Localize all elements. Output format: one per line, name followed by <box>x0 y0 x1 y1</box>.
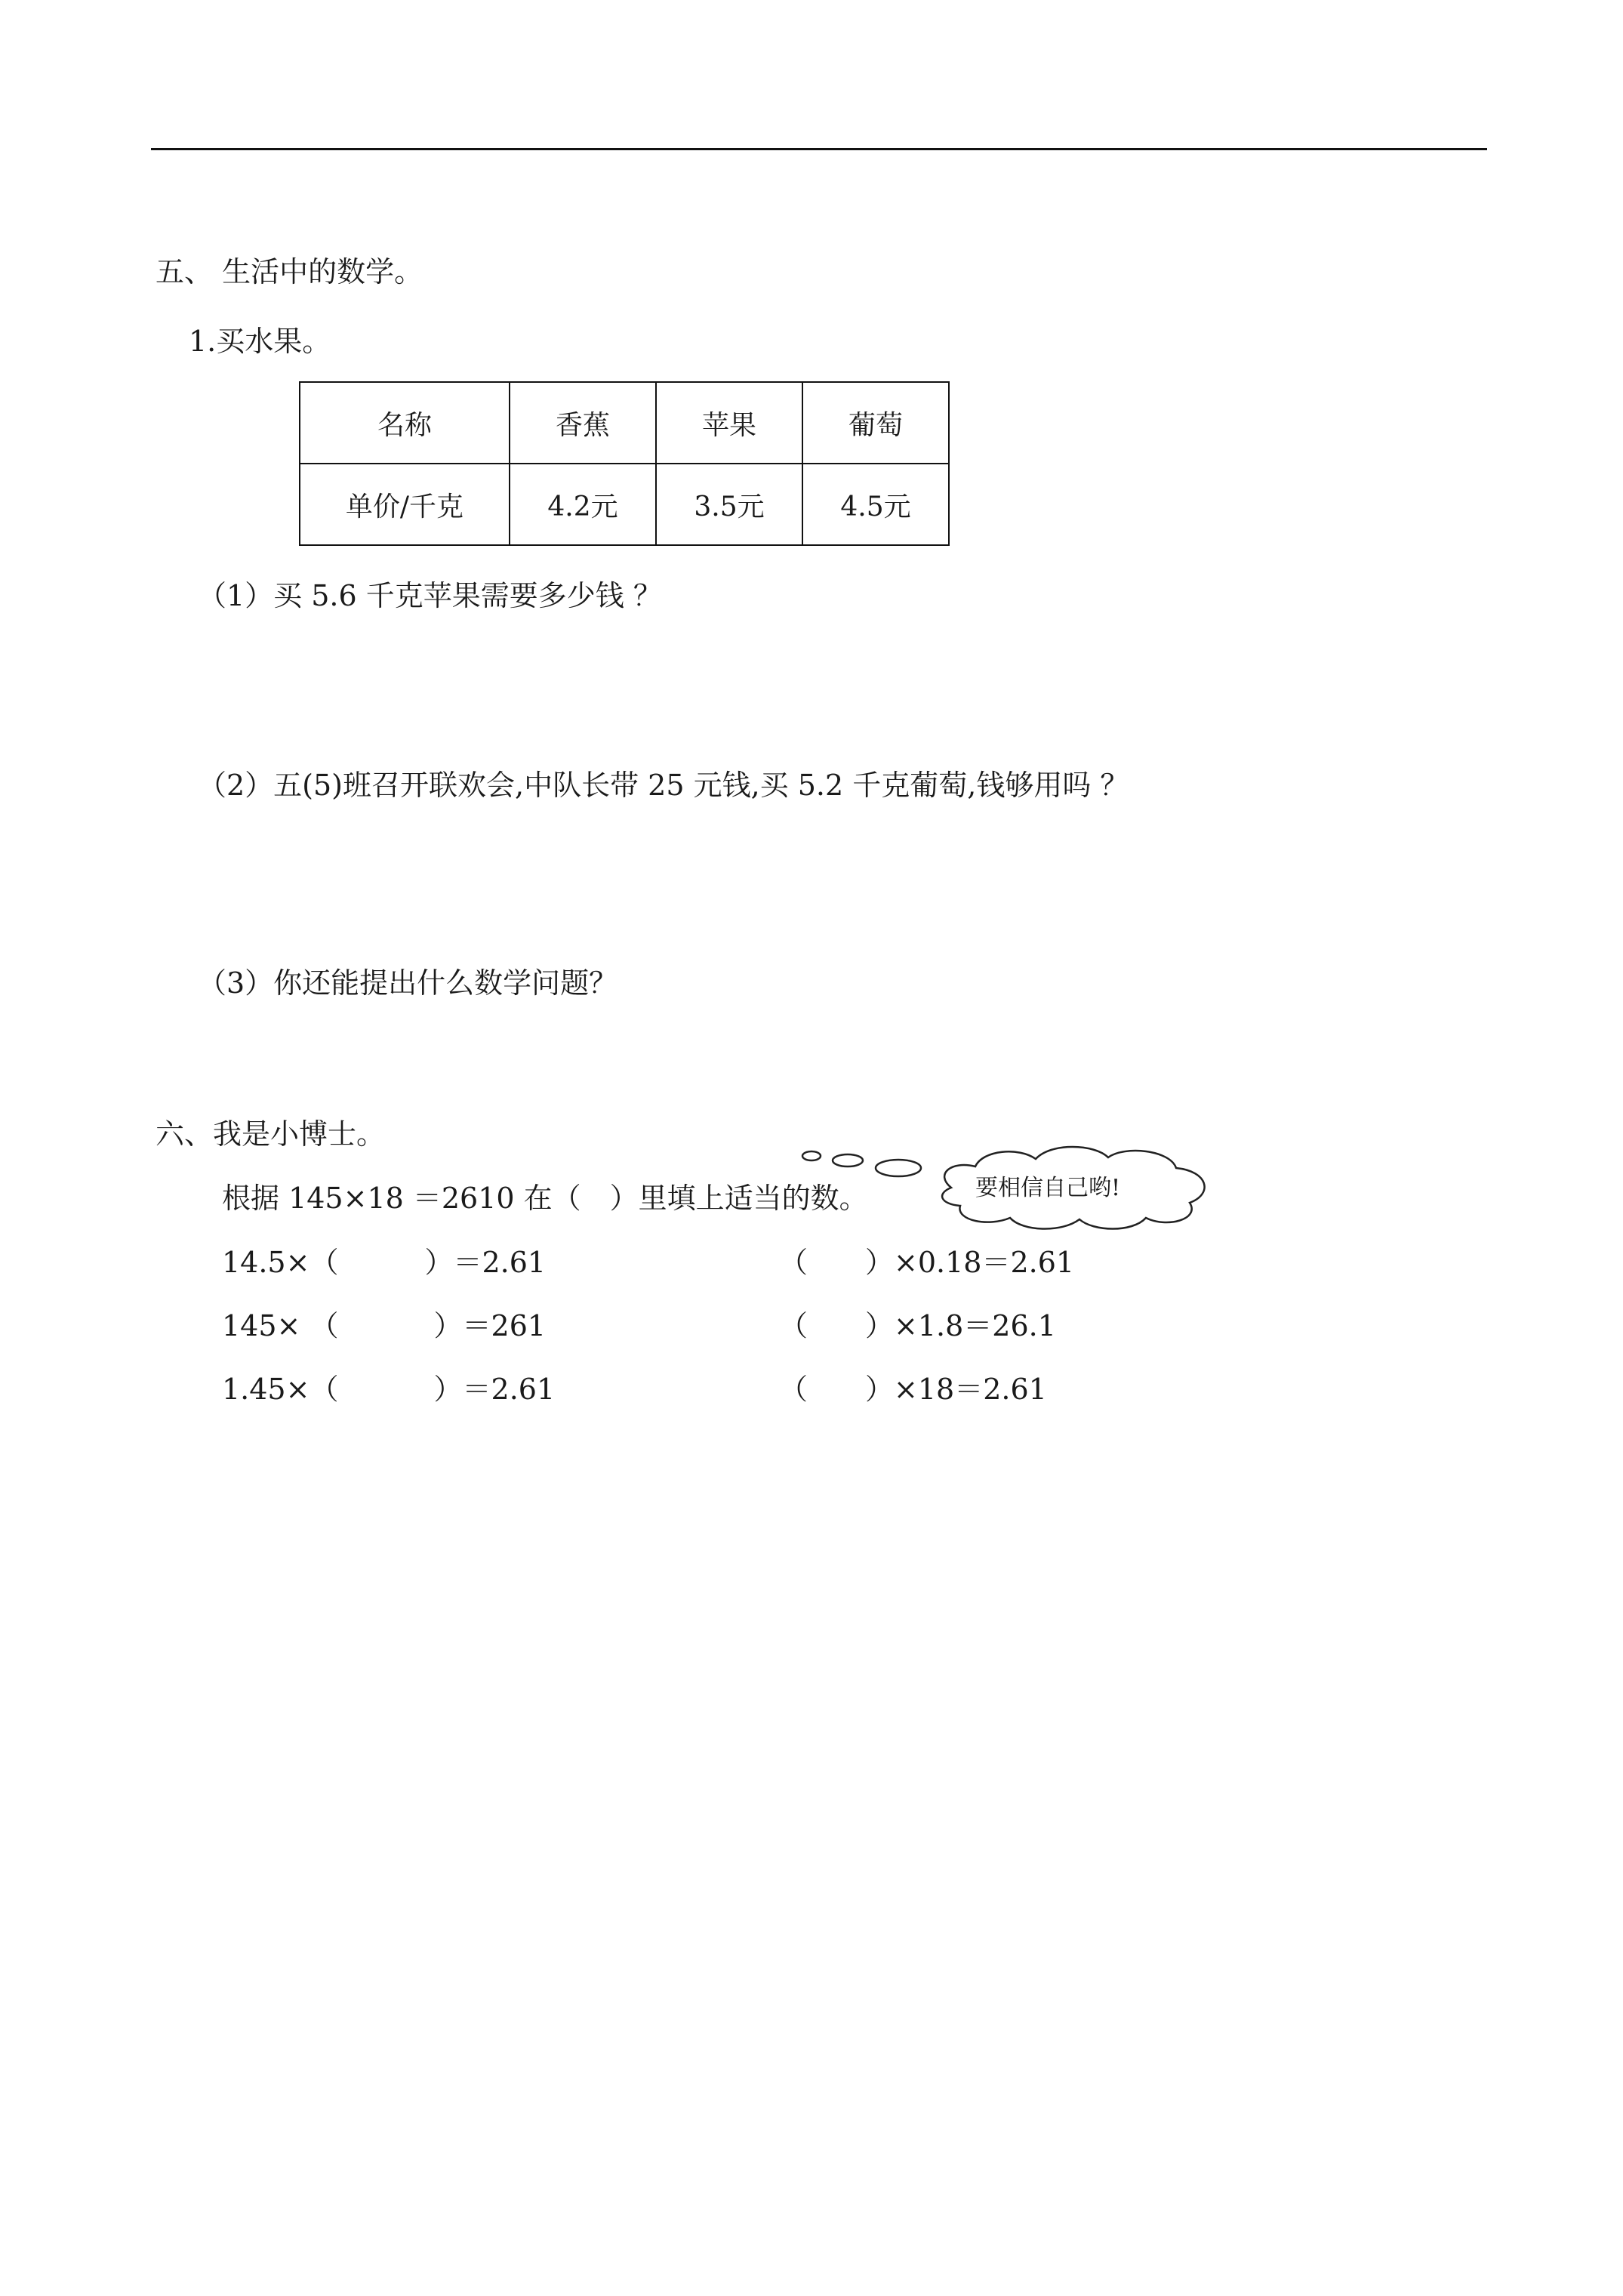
section-5-subheading: 1.买水果。 <box>189 325 331 358</box>
question-3: （3）你还能提出什么数学问题？ <box>198 966 618 1000</box>
equation-right-1: （ ）×0.18＝2.61 <box>779 1246 1075 1279</box>
equation-left-1: 14.5×（ ）＝2.61 <box>222 1246 547 1279</box>
fruit-price-table <box>299 381 950 546</box>
equation-left-2: 145× （ ）＝261 <box>222 1309 547 1342</box>
question-1: （1）买 5.6 千克苹果需要多少钱 ？ <box>198 579 662 612</box>
question-2: （2）五(5)班召开联欢会,中队长带 25 元钱,买 5.2 千克葡萄,钱够用吗 ？ <box>198 769 1129 802</box>
table-cell: 苹果 <box>656 382 802 464</box>
equation-right-2: （ ）×1.8＝26.1 <box>779 1309 1056 1342</box>
table-header-row <box>300 382 949 464</box>
table-cell: 4.2元 <box>510 464 656 545</box>
table-cell: 4.5元 <box>802 464 949 545</box>
table-cell: 香蕉 <box>510 382 656 464</box>
equation-left-3: 1.45×（ ）＝2.61 <box>222 1373 556 1406</box>
equation-right-3: （ ）×18＝2.61 <box>779 1373 1047 1406</box>
table-cell: 单价/千克 <box>300 464 510 545</box>
table-cell: 葡萄 <box>802 382 949 464</box>
section-6-heading: 六、我是小博士。 <box>156 1117 386 1151</box>
table-row <box>300 464 949 545</box>
table-cell: 名称 <box>300 382 510 464</box>
header-rule <box>151 148 1487 150</box>
table-cell: 3.5元 <box>656 464 802 545</box>
bubble-text: 要相信自己哟! <box>975 1175 1121 1201</box>
section-5-heading: 五、 生活中的数学。 <box>156 255 423 288</box>
section-6-instruction: 根据 145×18 ＝2610 在（ ）里填上适当的数。 <box>222 1182 868 1215</box>
